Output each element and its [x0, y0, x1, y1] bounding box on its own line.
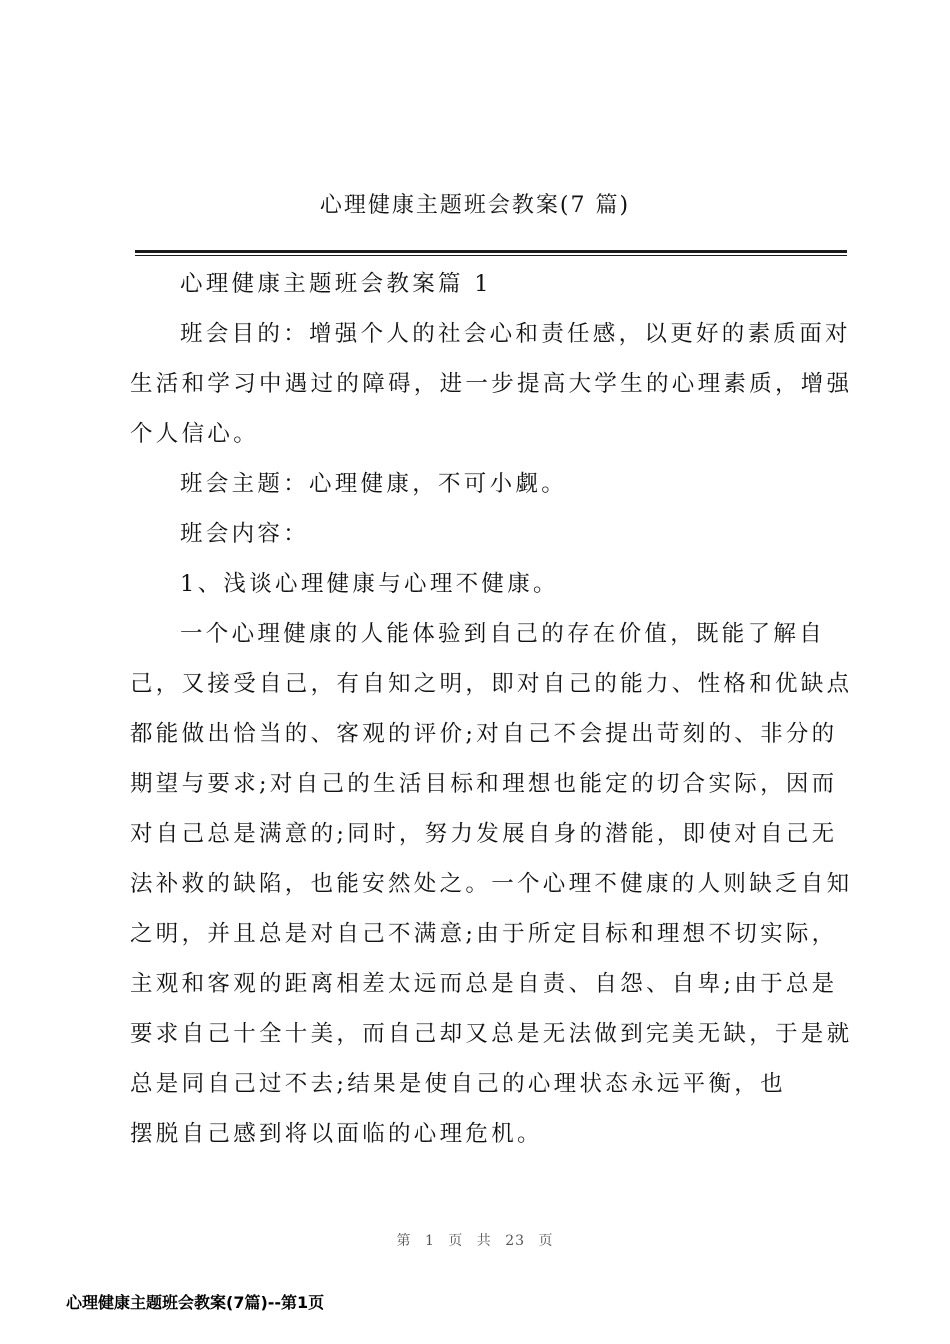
paragraph-line: 己，又接受自己，有自知之明，即对自己的能力、性格和优缺点	[130, 671, 853, 697]
paragraph-line: 之明，并且总是对自己不满意;由于所定目标和理想不切实际，	[130, 921, 838, 947]
paragraph-line: 班会目的：增强个人的社会心和责任感，以更好的素质面对	[180, 321, 851, 347]
paragraph-line: 对自己总是满意的;同时，努力发展自身的潜能，即使对自己无	[130, 821, 838, 847]
paragraph-line: 1、浅谈心理健康与心理不健康。	[180, 571, 559, 597]
section-heading: 心理健康主题班会教案篇 1	[180, 271, 492, 297]
page-number: 第 1 页 共 23 页	[396, 1233, 554, 1249]
paragraph-line: 要求自己十全十美，而自己却又总是无法做到完美无缺，于是就	[130, 1021, 853, 1047]
paragraph-line: 摆脱自己感到将以面临的心理危机。	[130, 1121, 543, 1147]
paragraph-line: 班会主题：心理健康，不可小觑。	[180, 471, 568, 497]
paragraph-line: 主观和客观的距离相差太远而总是自责、自怨、自卑;由于总是	[130, 971, 838, 997]
paragraph-line: 总是同自己过不去;结果是使自己的心理状态永远平衡，也	[130, 1071, 786, 1097]
paragraph-line: 法补救的缺陷，也能安然处之。一个心理不健康的人则缺乏自知	[130, 871, 853, 897]
footer-label: 心理健康主题班会教案(7篇)--第1页	[66, 1293, 325, 1312]
document-title: 心理健康主题班会教案(7 篇)	[319, 193, 631, 218]
paragraph-line: 班会内容：	[180, 521, 310, 547]
paragraph-line: 生活和学习中遇过的障碍，进一步提高大学生的心理素质，增强	[130, 371, 853, 397]
title-divider	[135, 250, 847, 256]
paragraph-line: 一个心理健康的人能体验到自己的存在价值，既能了解自	[180, 621, 826, 647]
paragraph-line: 期望与要求;对自己的生活目标和理想也能定的切合实际，因而	[130, 771, 838, 797]
paragraph-line: 个人信心。	[130, 421, 260, 447]
paragraph-line: 都能做出恰当的、客观的评价;对自己不会提出苛刻的、非分的	[130, 721, 838, 747]
